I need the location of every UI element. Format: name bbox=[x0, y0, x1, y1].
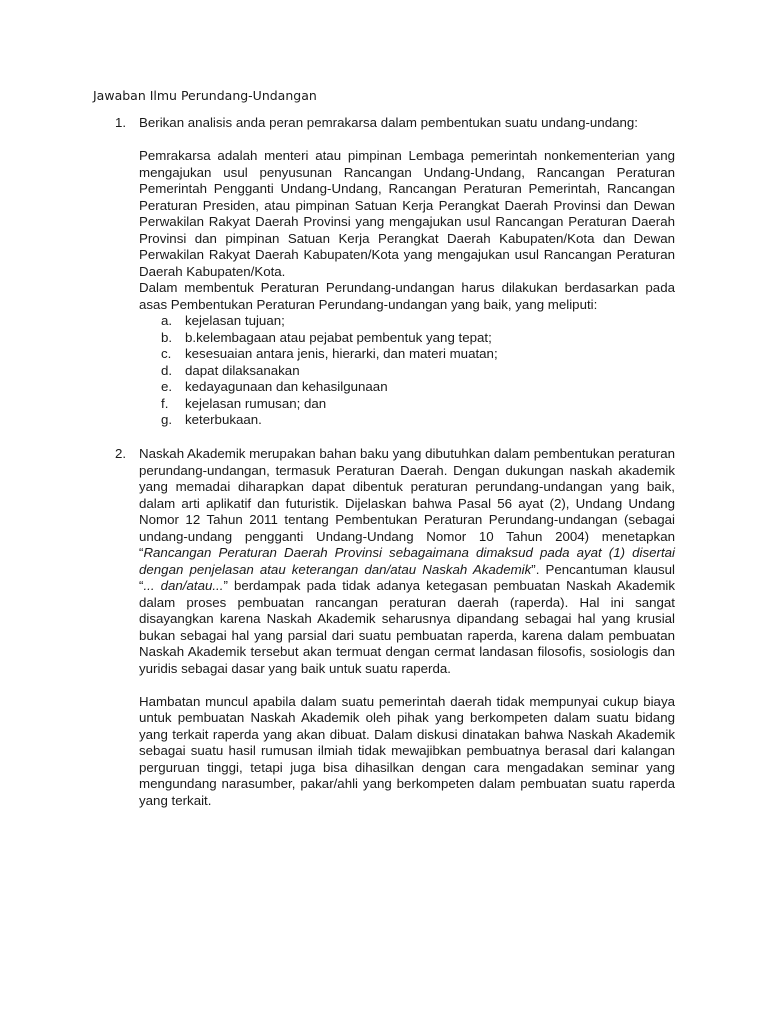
list-item-text: kedayagunaan dan kehasilgunaan bbox=[185, 379, 388, 394]
list-marker: a. bbox=[161, 313, 173, 328]
quoted-clause: ... dan/atau... bbox=[143, 578, 224, 593]
list-item-text: dapat dilaksanakan bbox=[185, 362, 300, 378]
principles-list bbox=[139, 313, 675, 429]
list-marker: e. bbox=[161, 379, 173, 394]
list-marker: b. bbox=[161, 329, 173, 345]
paragraph-text: ”. Pencantuman klausul “ bbox=[139, 561, 675, 593]
list-item-text: kejelasan rumusan; dan bbox=[185, 395, 327, 411]
answer-paragraph: Hambatan muncul apabila dalam suatu pemerintah daerah tidak mempunyai cukup biaya untuk pembuatan Naskah Akademik oleh pihak yang berkompeten dalam suatu bidang yang terkait raperda yang akan dibuat. Dalam diskusi dinatakan bahwa Naskah Akademik sebagai suatu hasil rumusan ilmiah tidak mewajibkan pembuatnya berasal dari kalangan perguruan tinggi, tetapi juga bisa dihasilkan dengan cara mengadakan seminar yang mengundang narasumber, pakar/ahli yang berkompeten dalam pembuatan suatu raperda yang terkait. bbox=[139, 693, 675, 808]
question-number: 1. bbox=[115, 115, 127, 130]
list-item-text: b.kelembagaan atau pejabat pembentuk yang tepat; bbox=[185, 329, 492, 345]
list-item bbox=[161, 346, 675, 363]
list-marker: d. bbox=[161, 362, 173, 378]
answer-paragraph: Dalam membentuk Peraturan Perundang-undangan harus dilakukan berdasarkan pada asas Pembentukan Peraturan Perundang-undangan yang baik, yang meliputi: bbox=[139, 280, 675, 312]
quoted-regulation-text: Rancangan Peraturan Daerah Provinsi sebagaimana dimaksud pada ayat (1) disertai dengan penjelasan atau keterangan dan/atau Naskah Akademik bbox=[139, 545, 675, 577]
question-2-body bbox=[139, 446, 675, 809]
question-number: 2. bbox=[115, 446, 127, 461]
list-item bbox=[161, 412, 675, 429]
list-item-text: kesesuaian antara jenis, hierarki, dan materi muatan; bbox=[185, 346, 498, 361]
list-item-text: kejelasan tujuan; bbox=[185, 313, 285, 328]
answer-paragraph bbox=[139, 446, 675, 677]
list-item bbox=[161, 379, 675, 396]
question-2 bbox=[115, 446, 675, 809]
paragraph-text: Naskah Akademik merupakan bahan baku yang dibutuhkan dalam pembentukan peraturan perundang-undangan, termasuk Peraturan Daerah. Dengan dukungan naskah akademik yang memadai diharapkan dapat dibentuk peraturan perundang-undangan yang baik, dalam arti aplikatif dan futuristik. Dijelaskan bahwa Pasal 56 ayat (2), Undang Undang Nomor 12 Tahun 2011 tentang Pembentukan Peraturan Perundang-undangan (sebagai undang-undang pengganti Undang-Undang Nomor 10 Tahun 2004) menetapkan “ bbox=[139, 446, 675, 560]
list-marker: g. bbox=[161, 412, 173, 427]
paragraph-text: ” berdampak pada tidak adanya ketegasan pembuatan Naskah Akademik dalam proses pembuatan rancangan peraturan daerah (raperda). Hal ini sangat disayangkan karena Naskah Akademik seharusnya dipandang sebagai hal yang krusial bukan sebagai hal yang parsial dari suatu pembuatan raperda, karena dalam pembuatan Naskah Akademik tersebut akan termuat dengan cermat landasan filosofis, sosiologis dan yuridis sebagai dasar yang baik untuk suatu raperda. bbox=[139, 578, 675, 676]
list-item bbox=[161, 363, 675, 380]
list-item bbox=[161, 330, 675, 347]
answer-paragraph: Pemrakarsa adalah menteri atau pimpinan Lembaga pemerintah nonkementerian yang mengajukan usul penyusunan Rancangan Undang-Undang, Rancangan Peraturan Pemerintah Pengganti Undang-Undang, Rancangan Peraturan Pemerintah, Rancangan Peraturan Presiden, atau pimpinan Satuan Kerja Perangkat Daerah Provinsi dan Dewan Perwakilan Rakyat Daerah Provinsi yang mengajukan usul Rancangan Peraturan Daerah Provinsi dan pimpinan Satuan Kerja Perangkat Daerah Kabupaten/Kota dan Dewan Perwakilan Rakyat Daerah Kabupaten/Kota yang mengajukan usul Rancangan Peraturan Daerah Kabupaten/Kota. bbox=[139, 148, 675, 279]
question-1-body bbox=[139, 115, 675, 429]
list-item-text: keterbukaan. bbox=[185, 412, 262, 427]
list-item bbox=[161, 313, 675, 330]
document-title: Jawaban Ilmu Perundang-Undangan bbox=[93, 88, 317, 103]
list-marker: c. bbox=[161, 346, 172, 361]
list-marker: f. bbox=[161, 395, 169, 411]
list-item bbox=[161, 396, 675, 413]
question-text: Berikan analisis anda peran pemrakarsa dalam pembentukan suatu undang-undang: bbox=[139, 115, 638, 130]
question-1 bbox=[115, 115, 675, 429]
